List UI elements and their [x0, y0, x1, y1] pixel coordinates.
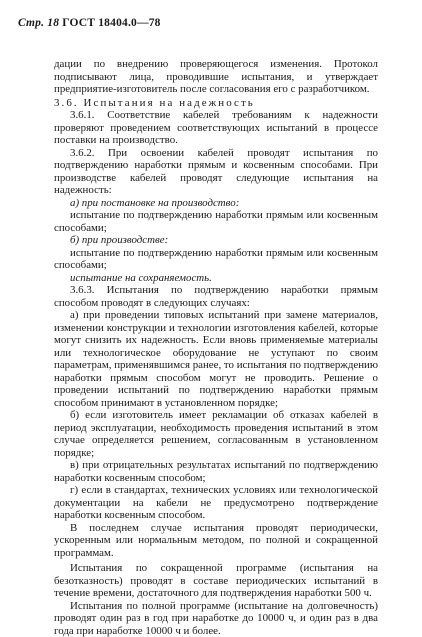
page-label: Стр. 18 [18, 17, 59, 29]
paragraph: В последнем случае испытания проводят периодически, ускоренным или нормальным методом, по полной и сокращенной программам. [54, 522, 378, 560]
paragraph: Испытания по сокращенной программе (испытания на безотказность) проводят в составе периодических испытаний в течение времени, достаточного для подтверждения наработки 500 ч. [54, 562, 378, 600]
list-item: а) при постановке на производство: [54, 197, 378, 210]
list-item: г) если в стандартах, технических условиях или технологической документации на кабели не предусмотрено подтверждение наработки косвенным способом. [54, 484, 378, 522]
list-item: испытание по подтверждению наработки прямым или косвенным способами; [54, 247, 378, 272]
list-item: а) при проведении типовых испытаний при замене материалов, изменении конструкции и технологии изготовления кабелей, которые могут снизить их надежность. Если вновь применяемые материалы или технологическое оборудование не уступают по своим параметрам, применявшимся ранее, то испытания по подтверждению наработки прямым способом могут не проводить. Решение о проведении испытаний по подтверждению наработки прямым способом принимают в установленном порядке; [54, 309, 378, 409]
list-item: б) при производстве: [54, 234, 378, 247]
list-item: в) при отрицательных результатах испытаний по подтверждению наработки косвенным способом; [54, 459, 378, 484]
paragraph: 3.6.1. Соответствие кабелей требованиям к надежности проверяют проведением соответствующих испытаний в процессе поставки на производство. [54, 109, 378, 147]
list-item: б) если изготовитель имеет рекламации об отказах кабелей в период эксплуатации, необходимость проведения испытаний в этом случае определяется решением, согласованным в установленном порядке; [54, 409, 378, 459]
paragraph: дации по внедрению проверяющегося изменения. Протокол подписывают лица, проводившие испытания, и утверждает предприятие-изготовитель после согласования его с разработчиком. [54, 58, 378, 96]
document-body [54, 58, 378, 637]
list-item: испытание по подтверждению наработки прямым или косвенным способами; [54, 209, 378, 234]
paragraph: Испытания по полной программе (испытание на долговечность) проводят один раз в год при наработке до 10000 ч, и один раз в два года при наработке 10000 ч и более. [54, 600, 378, 637]
section-heading: 3.6. Испытания на надежность [54, 97, 378, 110]
standard-number: ГОСТ 18404.0—78 [62, 17, 160, 29]
paragraph: 3.6.3. Испытания по подтверждению наработки прямым способом проводят в следующих случаях: [54, 284, 378, 309]
paragraph: 3.6.2. При освоении кабелей проводят испытания по подтверждению наработки прямым и косвенным способами. При производстве кабелей проводят следующие испытания на надежность: [54, 147, 378, 197]
list-item: испытание на сохраняемость. [54, 272, 378, 285]
page-header [18, 17, 161, 29]
